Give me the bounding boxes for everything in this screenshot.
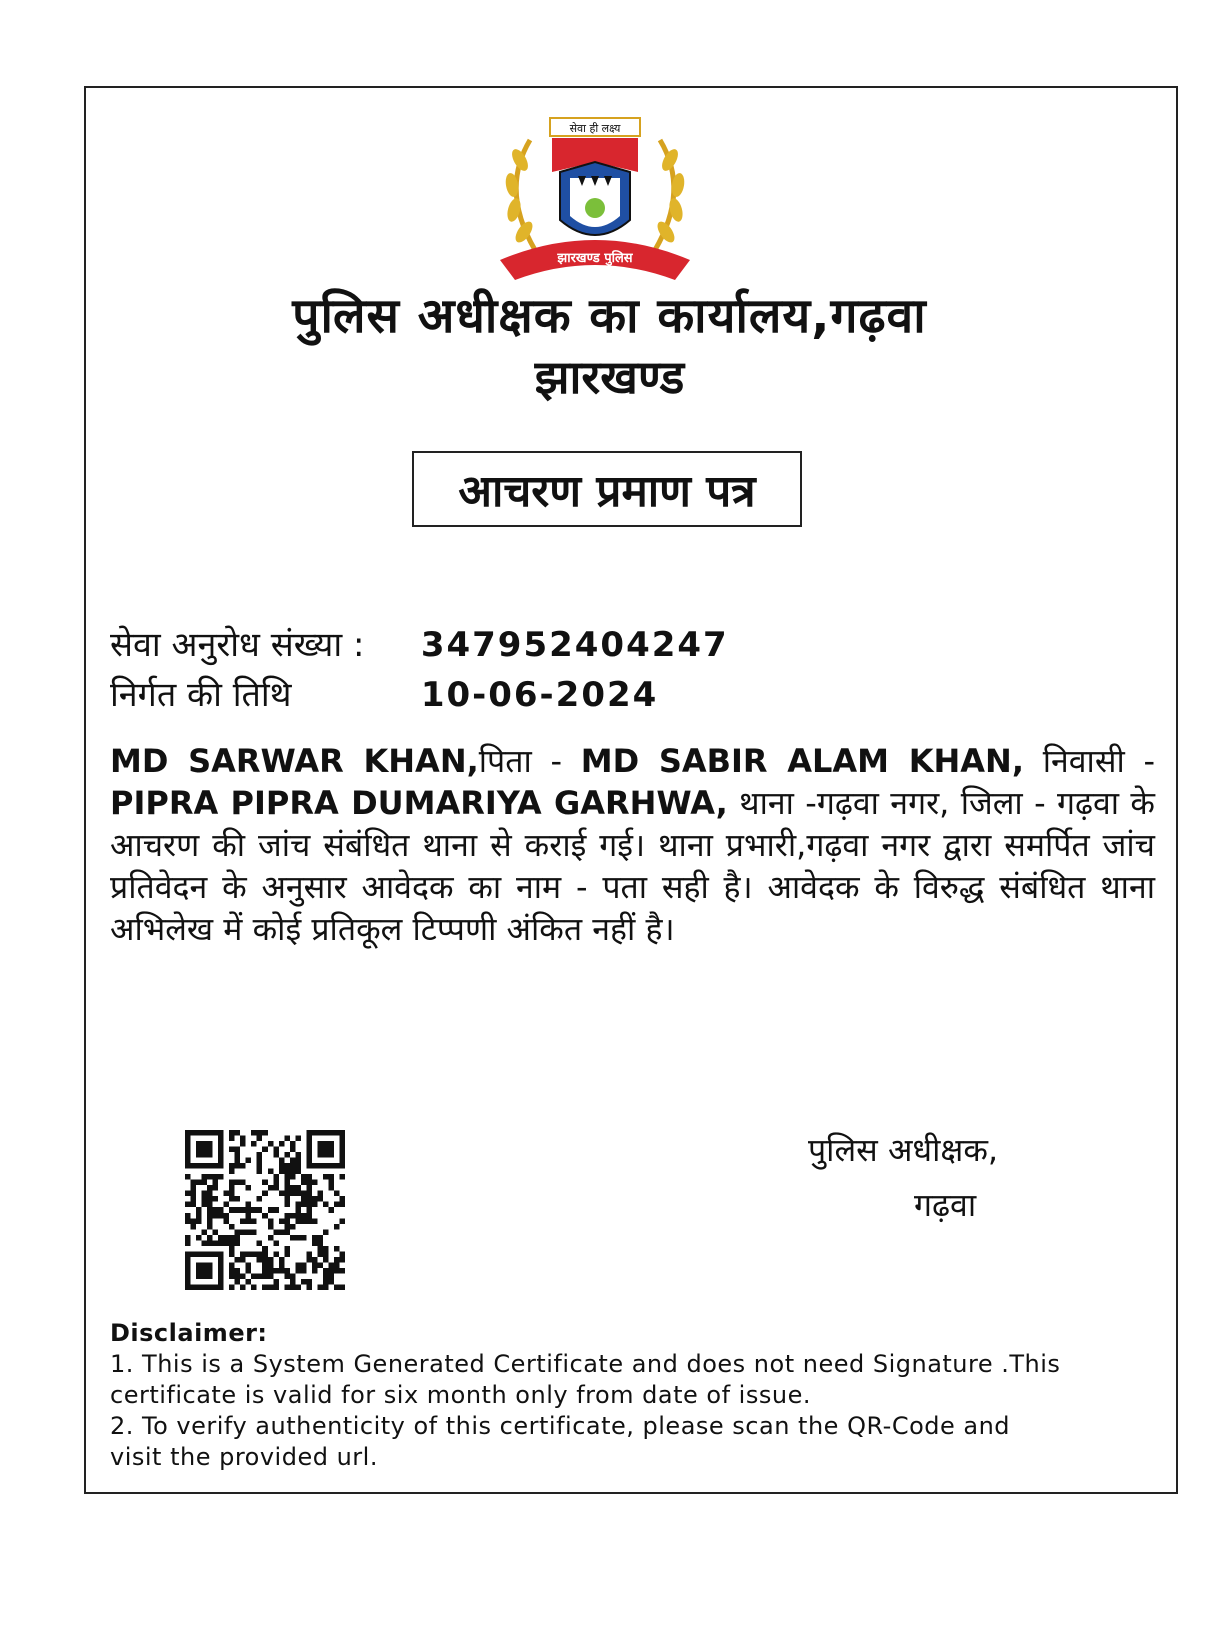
father-name: MD SABIR ALAM KHAN, [580, 742, 1024, 780]
service-request-label: सेवा अनुरोध संख्या : [110, 625, 365, 665]
signatory-designation: पुलिस अधीक्षक, [808, 1131, 999, 1169]
certificate-title-text: आचरण प्रमाण पत्र [458, 466, 756, 517]
father-label: पिता - [478, 742, 581, 780]
emblem-ribbon: झारखण्ड पुलिस [557, 251, 633, 266]
issue-date-row [110, 670, 658, 716]
service-request-row [110, 620, 729, 666]
disclaimer-heading: Disclaimer: [110, 1319, 268, 1347]
disclaimer-line-2b: visit the provided url. [110, 1443, 378, 1471]
signatory-place: गढ़वा [914, 1186, 977, 1224]
issue-date-value: 10-06-2024 [420, 675, 659, 715]
verification-statement: थाना -गढ़वा नगर, जिला - गढ़वा के आचरण की जांच संबंधित थाना से कराई गई। थाना प्रभारी,गढ़वा नगर द्वारा समर्पित जांच प्रतिवेदन के अनुसार आवेदक का नाम - पता सही है। आवेदक के विरुद्ध संबंधित थाना अभिलेख में कोई प्रतिकूल टिप्पणी अंकित नहीं है। [110, 784, 1156, 948]
service-request-number: 347952404247 [420, 625, 729, 665]
disclaimer-line-1b: certificate is valid for six month only from date of issue. [110, 1381, 811, 1409]
residence-label: निवासी - [1023, 742, 1155, 780]
applicant-address: PIPRA PIPRA DUMARIYA GARHWA, [110, 784, 728, 822]
police-emblem-icon [490, 110, 700, 295]
disclaimer-line-1a: 1. This is a System Generated Certificate and does not need Signature .This [110, 1350, 1061, 1378]
emblem-motto: सेवा ही लक्ष्य [569, 122, 621, 135]
disclaimer [110, 1318, 1110, 1473]
disclaimer-line-2a: 2. To verify authenticity of this certificate, please scan the QR-Code and [110, 1412, 1011, 1440]
qr-code-icon[interactable] [185, 1130, 345, 1290]
issue-date-label: निर्गत की तिथि [110, 675, 292, 715]
state-title: झारखण्ड [534, 350, 685, 404]
certificate-body [110, 740, 1155, 950]
applicant-name: MD SARWAR KHAN, [110, 742, 479, 780]
certificate-title [412, 451, 802, 527]
office-title: पुलिस अधीक्षक का कार्यालय,गढ़वा [292, 288, 927, 344]
